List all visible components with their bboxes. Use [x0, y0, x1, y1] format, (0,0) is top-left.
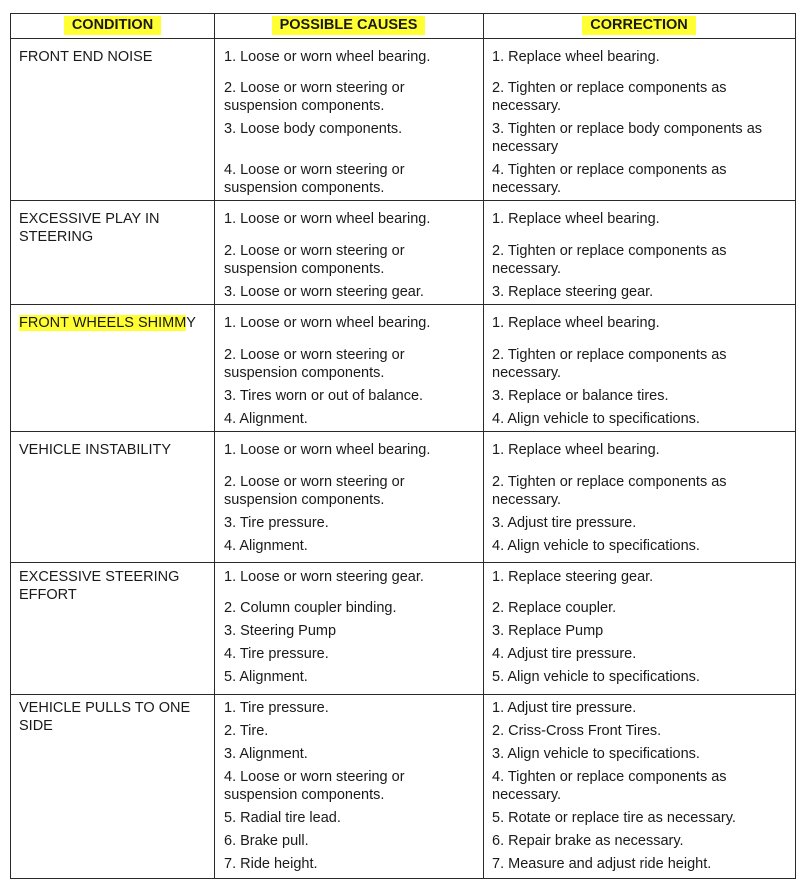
correction-item: 3. Align vehicle to specifications. — [492, 746, 700, 762]
column-divider — [214, 14, 215, 878]
correction-item: 2. Tighten or replace components as necessary. — [492, 243, 727, 277]
correction-item: 6. Repair brake as necessary. — [492, 833, 684, 849]
cause-item: 2. Loose or worn steering or suspension components. — [224, 243, 405, 277]
correction-item: 5. Rotate or replace tire as necessary. — [492, 810, 736, 826]
correction-item: 4. Align vehicle to specifications. — [492, 538, 700, 554]
highlighted-text: FRONT WHEELS SHIMM — [19, 315, 187, 331]
row-divider — [11, 562, 795, 563]
cause-item: 5. Alignment. — [224, 669, 308, 685]
correction-item: 2. Tighten or replace components as necessary. — [492, 80, 727, 114]
row-divider — [11, 431, 795, 432]
correction-item: 4. Adjust tire pressure. — [492, 646, 637, 662]
correction-item: 5. Align vehicle to specifications. — [492, 669, 700, 685]
cause-item: 2. Tire. — [224, 723, 269, 739]
correction-item: 2. Criss-Cross Front Tires. — [492, 723, 662, 739]
correction-item: 2. Replace coupler. — [492, 600, 617, 616]
cause-item: 1. Loose or worn steering gear. — [224, 569, 424, 585]
correction-item: 3. Replace Pump — [492, 623, 604, 639]
cause-item: 2. Loose or worn steering or suspension components. — [224, 347, 405, 381]
correction-item: 3. Replace steering gear. — [492, 284, 654, 300]
correction-item: 1. Replace wheel bearing. — [492, 442, 660, 458]
cause-item: 3. Tire pressure. — [224, 515, 329, 531]
cause-item: 4. Alignment. — [224, 538, 308, 554]
correction-item: 2. Tighten or replace components as necessary. — [492, 474, 727, 508]
row-divider — [11, 200, 795, 201]
cause-item: 3. Tires worn or out of balance. — [224, 388, 424, 404]
header-condition: CONDITION — [11, 16, 214, 34]
cause-item: 1. Loose or worn wheel bearing. — [224, 49, 431, 65]
condition-excessive-steering-effort: EXCESSIVE STEERING EFFORT — [19, 569, 180, 603]
cause-item: 1. Loose or worn wheel bearing. — [224, 211, 431, 227]
header-possible-causes: POSSIBLE CAUSES — [214, 16, 483, 34]
cause-item: 2. Loose or worn steering or suspension components. — [224, 474, 405, 508]
header-correction: CORRECTION — [483, 16, 795, 34]
correction-item: 1. Replace steering gear. — [492, 569, 654, 585]
correction-item: 1. Replace wheel bearing. — [492, 49, 660, 65]
correction-item: 3. Adjust tire pressure. — [492, 515, 637, 531]
correction-item: 4. Align vehicle to specifications. — [492, 411, 700, 427]
cause-item: 2. Loose or worn steering or suspension components. — [224, 80, 405, 114]
cause-item: 3. Loose or worn steering gear. — [224, 284, 424, 300]
cause-item: 5. Radial tire lead. — [224, 810, 341, 826]
cause-item: 3. Steering Pump — [224, 623, 337, 639]
correction-item: 1. Replace wheel bearing. — [492, 315, 660, 331]
correction-item: 3. Tighten or replace body components as necessary — [492, 121, 763, 155]
cause-item: 2. Column coupler binding. — [224, 600, 397, 616]
cause-item: 1. Loose or worn wheel bearing. — [224, 442, 431, 458]
correction-item: 2. Tighten or replace components as necessary. — [492, 347, 727, 381]
cause-item: 3. Alignment. — [224, 746, 308, 762]
condition-vehicle-pulls: VEHICLE PULLS TO ONE SIDE — [19, 700, 191, 734]
diagnosis-table — [10, 13, 796, 879]
cause-item: 1. Loose or worn wheel bearing. — [224, 315, 431, 331]
correction-item: 1. Replace wheel bearing. — [492, 211, 660, 227]
row-divider — [11, 304, 795, 305]
cause-item: 4. Loose or worn steering or suspension components. — [224, 769, 405, 803]
correction-item: 1. Adjust tire pressure. — [492, 700, 637, 716]
cause-item: 4. Loose or worn steering or suspension components. — [224, 162, 405, 196]
condition-text-rest: Y — [186, 315, 196, 331]
cause-item: 4. Alignment. — [224, 411, 308, 427]
cause-item: 1. Tire pressure. — [224, 700, 329, 716]
correction-item: 4. Tighten or replace components as necessary. — [492, 769, 727, 803]
condition-excessive-play: EXCESSIVE PLAY IN STEERING — [19, 211, 160, 245]
cause-item: 4. Tire pressure. — [224, 646, 329, 662]
condition-vehicle-instability: VEHICLE INSTABILITY — [19, 442, 172, 458]
row-divider — [11, 694, 795, 695]
row-divider — [11, 38, 795, 39]
correction-item: 4. Tighten or replace components as necessary. — [492, 162, 727, 196]
correction-item: 7. Measure and adjust ride height. — [492, 856, 712, 872]
correction-item: 3. Replace or balance tires. — [492, 388, 669, 404]
cause-item: 3. Loose body components. — [224, 121, 403, 137]
condition-front-end-noise: FRONT END NOISE — [19, 49, 153, 65]
cause-item: 7. Ride height. — [224, 856, 318, 872]
condition-front-wheels-shimmy — [19, 314, 209, 332]
cause-item: 6. Brake pull. — [224, 833, 309, 849]
column-divider — [483, 14, 484, 878]
